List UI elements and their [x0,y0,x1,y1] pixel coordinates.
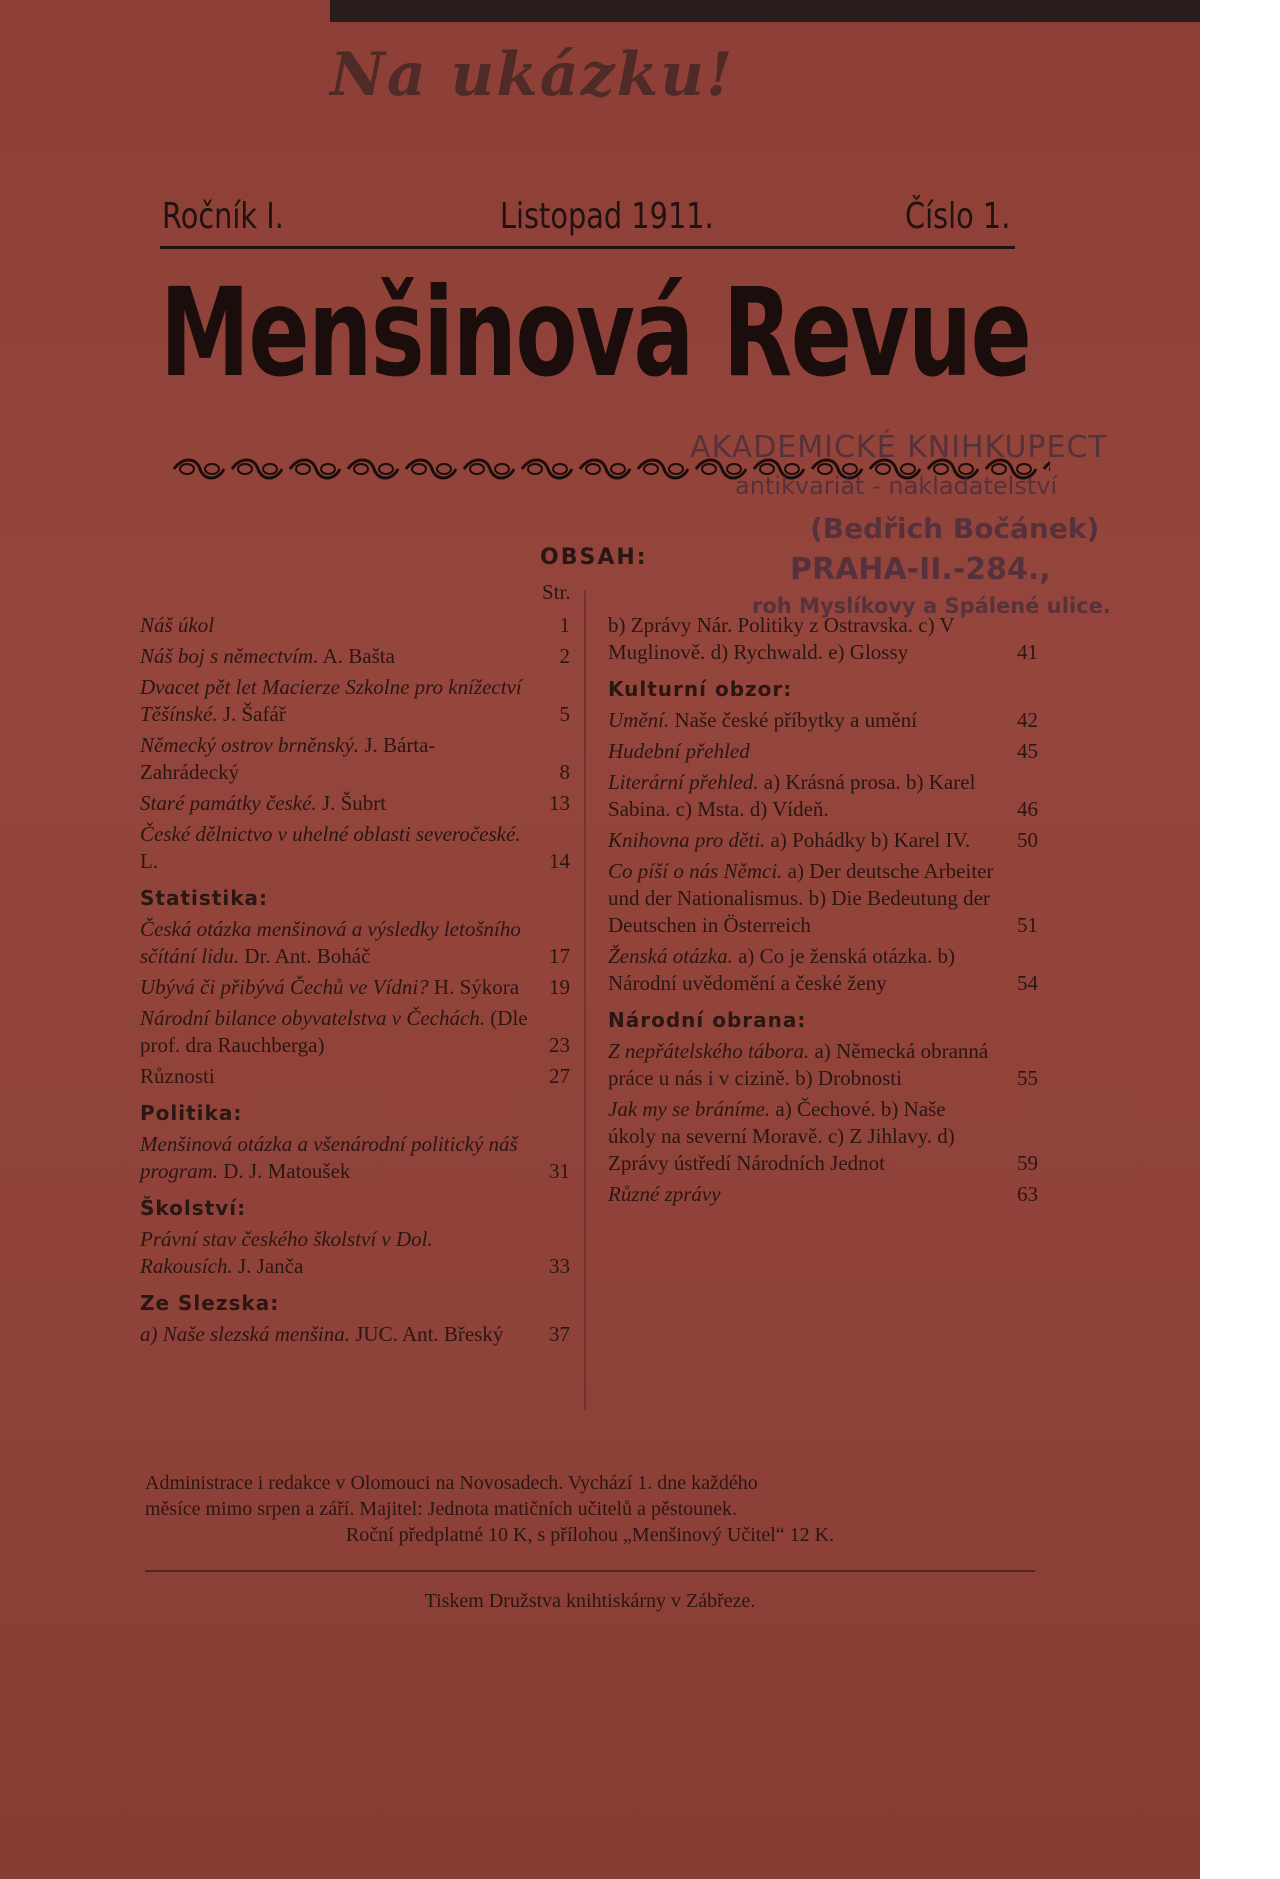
contents-right-column [608,612,1038,1212]
entry-page-number: 41 [1017,640,1038,664]
entry-page-number: 2 [559,644,570,668]
entry-title: Menšinová otázka a všenárodní politický náš program. [140,1132,518,1183]
entry-author: JUC. Ant. Břeský [355,1322,504,1346]
contents-section-heading: Statistika: [140,886,268,910]
entry-page-number: 19 [549,975,570,999]
entry-author: J. Šubrt [321,791,387,815]
publisher-line-2: měsíce mimo srpen a září. Majitel: Jednota matičních učitelů a pěstounek. [145,1498,738,1520]
entry-author: J. Janča [237,1254,304,1278]
entry-author: a) Pohádky b) Karel IV. [770,828,971,852]
entry-author: A. Bašta [322,644,395,668]
entry-page-number: 14 [549,849,570,873]
stamp-line-3: (Bedřich Bočánek) [810,512,1100,545]
entry-page-number: 45 [1017,739,1038,763]
contents-entry [608,769,1038,823]
entry-title: Ubývá či přibývá Čechů ve Vídni? [140,975,429,999]
entry-title: Právní stav českého školství v Dol. Rakousích. [140,1227,433,1278]
entry-author: a) Německá obranná práce u nás i v cizině. b) Drobnosti [608,1039,989,1090]
contents-heading: OBSAH: [540,545,648,570]
entry-page-number: 42 [1017,708,1038,732]
contents-entry [608,1038,1038,1092]
entry-title: Česká otázka menšinová a výsledky letošního sčítání lidu. [140,917,521,968]
stamp-line-2: antikvariát - nakladatelství [735,472,1058,500]
column-divider [584,590,586,1410]
entry-page-number: 33 [549,1254,570,1278]
entry-page-number: 54 [1017,971,1038,995]
entry-author: J. Bárta-Zahrádecký [140,733,436,784]
entry-author: L. [140,849,159,873]
contents-section-heading: Politika: [140,1101,243,1125]
entry-title: Jak my se bráníme. [608,1097,771,1121]
magazine-title: Menšinová Revue [160,262,1031,404]
publisher-line-1: Administrace i redakce v Olomouci na Novosadech. Vychází 1. dne každého [145,1472,758,1494]
stamp-line-4: PRAHA-II.-284., [790,552,1051,587]
entry-title: Literární přehled. [608,770,759,794]
entry-title: Hudební přehled [608,739,750,763]
entry-page-number: 46 [1017,797,1038,821]
contents-entry [140,916,570,970]
contents-entry [140,974,570,1001]
entry-author: (Dle prof. dra Rauchberga) [140,1006,528,1057]
contents-entry [140,612,570,639]
entry-page-number: 5 [559,702,570,726]
entry-page-number: 55 [1017,1066,1038,1090]
stamp-line-5: roh Myslíkovy a Spálené ulice. [752,594,1111,618]
entry-title: Knihovna pro děti. [608,828,766,852]
entry-author: a) Čechové. b) Naše úkoly na severní Moravě. c) Z Jihlavy. d) Zprávy ústředí Národních Jednot [608,1097,955,1175]
contents-entry [140,1063,570,1090]
entry-author: H. Sýkora [433,975,520,999]
entry-page-number: 31 [549,1159,570,1183]
entry-author: Naše české příbytky a umění [674,708,918,732]
date-label: Listopad 1911. [500,196,714,237]
entry-title: Německý ostrov brněnský. [140,733,360,757]
contents-left-column [140,612,570,1352]
entry-author: Dr. Ant. Boháč [244,944,371,968]
entry-title: a) Naše slezská menšina. [140,1322,350,1346]
entry-title: Různé zprávy [608,1182,721,1206]
entry-page-number: 8 [559,760,570,784]
contents-section-heading: Kulturní obzor: [608,677,793,701]
contents-entry [140,732,570,786]
page-margin [1200,0,1280,1879]
contents-entry [608,827,1038,854]
entry-title: Dvacet pět let Macierze Szkolne pro knížectví Těšínské. [140,675,522,726]
entry-page-number: 37 [549,1322,570,1346]
contents-entry [608,858,1038,939]
contents-entry [140,643,570,670]
entry-title: Co píší o nás Němci. [608,859,783,883]
entry-title: Náš úkol [140,613,215,637]
contents-entry [140,790,570,817]
entry-page-number: 13 [549,791,570,815]
entry-title: Národní bilance obyvatelstva v Čechách. [140,1006,486,1030]
entry-author: Různosti [140,1064,215,1088]
footer-rule [145,1570,1035,1572]
binding-strip [330,0,1200,22]
entry-author: a) Der deutsche Arbeiter und der Nationalismus. b) Die Bedeutung der Deutschen in Österreich [608,859,994,937]
header-rule [160,246,1015,249]
contents-entry [140,1321,570,1348]
contents-entry [140,821,570,875]
entry-title: Náš boj s němectvím. [140,644,319,668]
entry-title: České dělnictvo v uhelné oblasti severočeské. [140,822,521,846]
contents-entry [608,943,1038,997]
contents-entry [608,612,1038,666]
entry-author: J. Šafář [222,702,286,726]
publisher-line-3: Roční předplatné 10 K, s přílohou „Menšinový Učitel“ 12 K. [345,1524,835,1546]
publisher-info [145,1470,1035,1548]
entry-page-number: 1 [559,613,570,637]
entry-page-number: 27 [549,1064,570,1088]
entry-title: Umění. [608,708,670,732]
entry-page-number: 51 [1017,913,1038,937]
entry-page-number: 59 [1017,1151,1038,1175]
entry-author: a) Krásná prosa. b) Karel Sabina. c) Msta. d) Vídeň. [608,770,976,821]
stamp-line-1: AKADEMICKÉ KNIHKUPECT [690,430,1108,465]
entry-author: b) Zprávy Nár. Politiky z Ostravska. c) V Muglinově. d) Rychwald. e) Glossy [608,613,955,664]
volume-label: Ročník I. [162,196,284,237]
entry-page-number: 17 [549,944,570,968]
contents-entry [608,1096,1038,1177]
entry-title: Z nepřátelského tábora. [608,1039,810,1063]
contents-entry [140,1131,570,1185]
contents-section-heading: Ze Slezska: [140,1291,280,1315]
entry-author: a) Co je ženská otázka. b) Národní uvědomění a české ženy [608,944,955,995]
page-column-label: Str. [542,580,571,604]
contents-entry [140,1005,570,1059]
contents-entry [608,738,1038,765]
printer-line: Tiskem Družstva knihtiskárny v Zábřeze. [424,1590,756,1612]
issue-label: Číslo 1. [905,196,1011,237]
entry-title: Ženská otázka. [608,944,733,968]
entry-page-number: 50 [1017,828,1038,852]
contents-section-heading: Národní obrana: [608,1008,807,1032]
entry-page-number: 63 [1017,1182,1038,1206]
contents-entry [140,674,570,728]
contents-entry [608,1181,1038,1208]
contents-section-heading: Školství: [140,1196,247,1220]
contents-entry [608,707,1038,734]
entry-page-number: 23 [549,1033,570,1057]
entry-author: D. J. Matoušek [223,1159,351,1183]
handwritten-note: Na ukázku! [330,40,735,110]
contents-entry [140,1226,570,1280]
entry-title: Staré památky české. [140,791,317,815]
